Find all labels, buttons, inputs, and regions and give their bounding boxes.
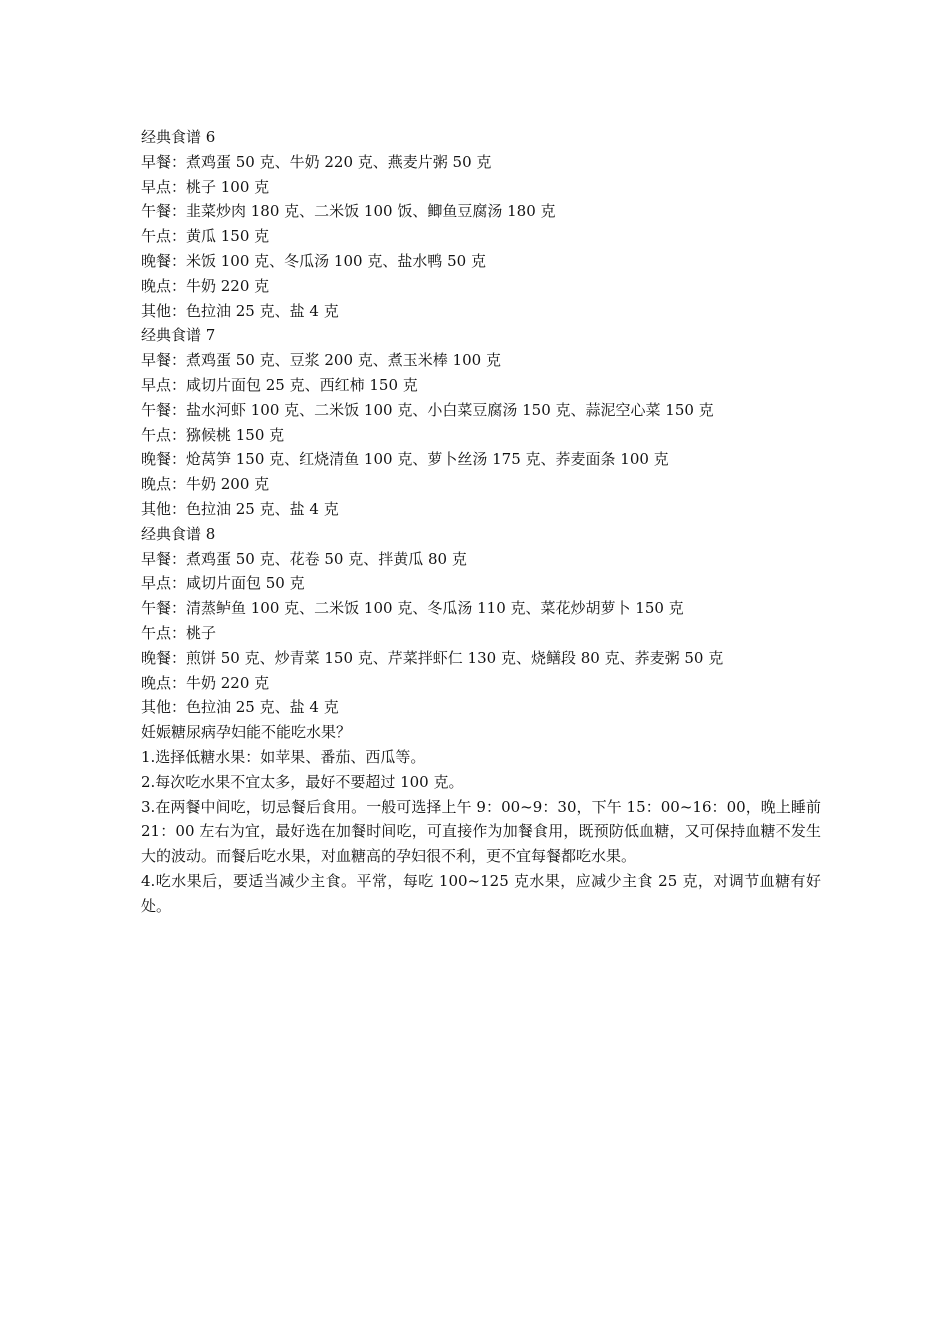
recipe-6-afternoon-snack: 午点：黄瓜 150 克 — [141, 227, 270, 246]
document-body — [141, 125, 821, 919]
recipe-8-evening-snack: 晚点：牛奶 220 克 — [141, 673, 270, 692]
fruit-tip-2: 2.每次吃水果不宜太多，最好不要超过 100 克。 — [141, 772, 464, 791]
fruit-tip-4: 4.吃水果后，要适当减少主食。平常，每吃 100~125 克水果，应减少主食 25 克，对调节血糖有好处。 — [141, 871, 821, 915]
recipe-8-other: 其他：色拉油 25 克、盐 4 克 — [141, 698, 339, 717]
recipe-8-title: 经典食谱 8 — [141, 524, 216, 543]
recipe-6-breakfast: 早餐：煮鸡蛋 50 克、牛奶 220 克、燕麦片粥 50 克 — [141, 152, 492, 171]
fruit-section-heading: 妊娠糖尿病孕妇能不能吃水果？ — [141, 723, 352, 742]
recipe-7-title: 经典食谱 7 — [141, 326, 216, 345]
recipe-6-dinner: 晚餐：米饭 100 克、冬瓜汤 100 克、盐水鸭 50 克 — [141, 251, 486, 270]
recipe-7-lunch: 午餐：盐水河虾 100 克、二米饭 100 克、小白菜豆腐汤 150 克、蒜泥空心菜 150 克 — [141, 400, 714, 419]
recipe-6-other: 其他：色拉油 25 克、盐 4 克 — [141, 301, 339, 320]
recipe-8-morning-snack: 早点：咸切片面包 50 克 — [141, 574, 305, 593]
recipe-7-evening-snack: 晚点：牛奶 200 克 — [141, 475, 270, 494]
recipe-8-dinner: 晚餐：煎饼 50 克、炒青菜 150 克、芹菜拌虾仁 130 克、烧鳝段 80 克、荞麦粥 50 克 — [141, 648, 724, 667]
recipe-7-morning-snack: 早点：咸切片面包 25 克、西红柿 150 克 — [141, 375, 418, 394]
recipe-6-morning-snack: 早点：桃子 100 克 — [141, 177, 270, 196]
recipe-6-title: 经典食谱 6 — [141, 128, 216, 146]
recipe-6-lunch: 午餐：韭菜炒肉 180 克、二米饭 100 饭、鲫鱼豆腐汤 180 克 — [141, 202, 556, 221]
fruit-tip-1: 1.选择低糖水果：如苹果、番茄、西瓜等。 — [141, 747, 426, 766]
recipe-7-afternoon-snack: 午点：猕候桃 150 克 — [141, 425, 285, 444]
recipe-7-other: 其他：色拉油 25 克、盐 4 克 — [141, 499, 339, 518]
recipe-8-lunch: 午餐：清蒸鲈鱼 100 克、二米饭 100 克、冬瓜汤 110 克、菜花炒胡萝卜 150 克 — [141, 599, 684, 618]
recipe-8-afternoon-snack: 午点：桃子 — [141, 623, 217, 642]
recipe-8-breakfast: 早餐：煮鸡蛋 50 克、花卷 50 克、拌黄瓜 80 克 — [141, 549, 467, 568]
recipe-6-evening-snack: 晚点：牛奶 220 克 — [141, 276, 270, 295]
recipe-7-dinner: 晚餐：炝莴笋 150 克、红烧清鱼 100 克、萝卜丝汤 175 克、荞麦面条 100 克 — [141, 450, 669, 469]
fruit-tip-3: 3.在两餐中间吃，切忌餐后食用。一般可选择上午 9：00~9：30，下午 15：00~16：00，晚上睡前 21：00 左右为宜，最好选在加餐时间吃，可直接作为加餐食用，既预防低血糖，又可保持血糖不发生大的波动。而餐后吃水果，对血糖高的孕妇很不利，更不宜每餐都吃水果。 — [141, 797, 821, 866]
recipe-7-breakfast: 早餐：煮鸡蛋 50 克、豆浆 200 克、煮玉米棒 100 克 — [141, 351, 501, 370]
